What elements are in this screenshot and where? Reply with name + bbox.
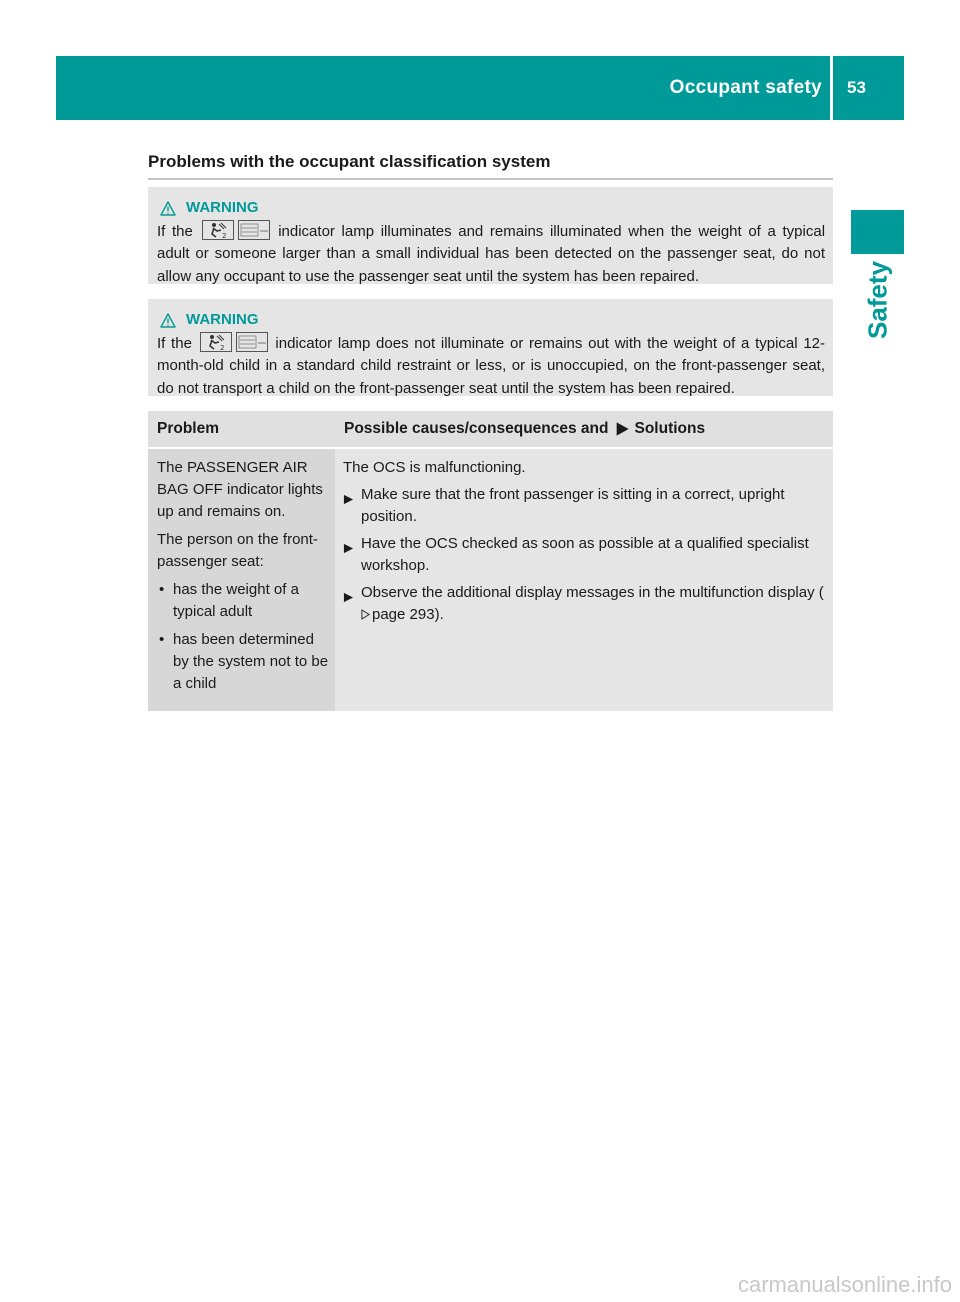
step-arrow-icon bbox=[343, 533, 361, 577]
bullet-text: has the weight of a typical adult bbox=[173, 581, 299, 620]
warning-box bbox=[148, 299, 833, 396]
watermark: carmanualsonline.info bbox=[737, 1272, 952, 1297]
solutions-cell bbox=[335, 449, 833, 711]
bullet-dot: • bbox=[159, 631, 165, 648]
warning-label: WARNING bbox=[186, 199, 259, 216]
side-tab-marker bbox=[851, 210, 904, 254]
page-title: Occupant safety bbox=[669, 77, 822, 98]
svg-text:2: 2 bbox=[221, 231, 226, 240]
list-item bbox=[157, 579, 329, 623]
step-arrow-icon bbox=[343, 582, 361, 626]
bullet-dot: • bbox=[159, 581, 165, 598]
step-arrow-icon bbox=[343, 484, 361, 528]
problem-cell bbox=[148, 449, 335, 711]
list-item bbox=[343, 484, 827, 528]
table-header-problem: Problem bbox=[157, 420, 220, 437]
pass-airbag-off-icon bbox=[238, 220, 270, 240]
step-text-main: Observe the additional display messages in the multifunction display ( bbox=[361, 584, 824, 601]
header-solutions-text: Possible causes/consequences and bbox=[344, 420, 609, 437]
side-tab-label bbox=[851, 260, 904, 340]
warning-triangle-icon bbox=[160, 201, 176, 216]
problem-table bbox=[148, 411, 833, 711]
warning-text-before: If the bbox=[157, 222, 193, 240]
section-divider bbox=[148, 178, 833, 180]
table-row bbox=[148, 449, 833, 711]
warning-header bbox=[157, 197, 825, 220]
pass-airbag-off-icon bbox=[236, 332, 268, 352]
step-text bbox=[361, 582, 827, 626]
section-title: Problems with the occupant classification system bbox=[148, 152, 551, 171]
svg-text:2: 2 bbox=[219, 343, 225, 352]
step-text: Make sure that the front passenger is sitting in a correct, upright position. bbox=[361, 486, 785, 525]
warning-text-after: indicator lamp does not illuminate or remains out with the weight of a typical 12-month-old child in a standard child restraint or less, or is unoccupied, on the front-passenger seat, do not transport a child on the front-passenger seat until the system has been repaired. bbox=[157, 334, 825, 397]
side-tab-text: Safety bbox=[862, 260, 892, 340]
warning-triangle-icon bbox=[160, 313, 176, 328]
bullet-text: has been determined by the system not to be a child bbox=[173, 631, 329, 692]
header-solutions-label: Solutions bbox=[634, 420, 706, 437]
problem-detail: The person on the front-passenger seat: bbox=[157, 531, 318, 570]
warning-text-after: indicator lamp illuminates and remains illuminated when the weight of a typical adult or someone larger than a small individual has been detected on the passenger seat, do not allow any occupant to use the passenger seat until the system has been repaired. bbox=[157, 222, 826, 285]
table-header-solutions bbox=[335, 411, 833, 447]
page-ref-suffix: ). bbox=[434, 606, 444, 623]
warning-box bbox=[148, 187, 833, 284]
page-ref-triangle-icon bbox=[361, 609, 370, 620]
warning-label: WARNING bbox=[186, 311, 259, 328]
cause-text: The OCS is malfunctioning. bbox=[343, 459, 526, 476]
page-reference-link[interactable]: page 293 bbox=[372, 606, 435, 623]
airbag-person-icon bbox=[202, 220, 234, 240]
step-text: Have the OCS checked as soon as possible at a qualified specialist workshop. bbox=[361, 535, 809, 574]
table-header-row bbox=[148, 411, 833, 447]
page-number: 53 bbox=[833, 56, 904, 120]
arrow-right-icon bbox=[613, 421, 631, 437]
list-item bbox=[343, 533, 827, 577]
warning-text bbox=[157, 332, 825, 401]
airbag-person-icon bbox=[200, 332, 232, 352]
problem-intro: The PASSENGER AIR BAG OFF indicator lights up and remains on. bbox=[157, 459, 323, 520]
warning-text-before: If the bbox=[157, 334, 192, 352]
list-item bbox=[157, 629, 329, 695]
warning-text bbox=[157, 220, 825, 289]
list-item bbox=[343, 582, 827, 626]
warning-header bbox=[157, 309, 825, 332]
